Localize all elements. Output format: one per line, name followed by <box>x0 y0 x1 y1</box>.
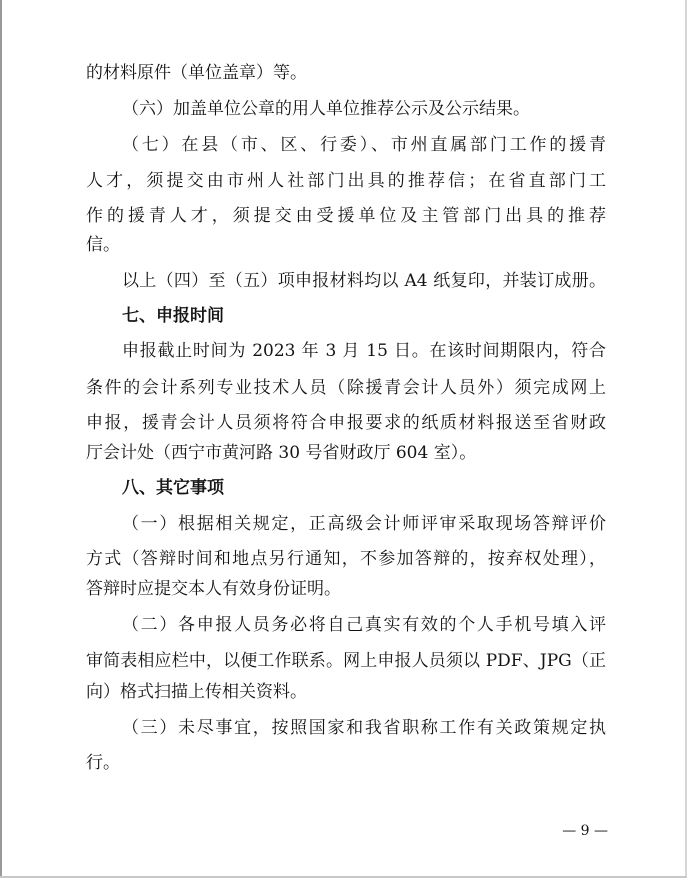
page-number: — 9 — <box>562 823 608 839</box>
text-line: 以上（四）至（五）项申报材料均以 A4 纸复印，并装订成册。 <box>122 271 606 291</box>
text-line: 的材料原件（单位盖章）等。 <box>86 63 307 83</box>
text-line: （三）未尽事宜，按照国家和我省职称工作有关政策规定执 <box>122 718 606 738</box>
text-line: 信。 <box>86 235 120 255</box>
text-line: 审简表相应栏中，以便工作联系。网上申报人员须以 PDF、JPG（正 <box>86 651 606 671</box>
section-heading-other-matters: 八、其它事项 <box>122 478 224 498</box>
text-line: 答辩时应提交本人有效身份证明。 <box>86 579 341 599</box>
text-line: 行。 <box>86 753 120 773</box>
page-border-left <box>0 0 2 878</box>
text-line: （二）各申报人员务必将自己真实有效的个人手机号填入评 <box>122 615 606 635</box>
text-line: 方式（答辩时间和地点另行通知，不参加答辩的，按弃权处理）， <box>86 549 606 569</box>
text-line: 人才，须提交由市州人社部门出具的推荐信；在省直部门工 <box>86 171 606 191</box>
text-line: 条件的会计系列专业技术人员（除援青会计人员外）须完成网上 <box>86 378 606 398</box>
text-line: （六）加盖单位公章的用人单位推荐公示及公示结果。 <box>122 99 530 119</box>
text-line: 申报截止时间为 2023 年 3 月 15 日。在该时间期限内，符合 <box>122 341 606 361</box>
text-line: 向）格式扫描上传相关资料。 <box>86 682 307 702</box>
text-line: （七）在县（市、区、行委）、市州直属部门工作的援青 <box>122 135 606 155</box>
text-line: 申报，援青会计人员须将符合申报要求的纸质材料报送至省财政 <box>86 413 606 433</box>
section-heading-reporting-time: 七、申报时间 <box>122 306 224 326</box>
text-line: 厅会计处（西宁市黄河路 30 号省财政厅 604 室）。 <box>86 443 477 463</box>
text-line: 作的援青人才，须提交由受援单位及主管部门出具的推荐 <box>86 206 606 226</box>
text-line: （一）根据相关规定，正高级会计师评审采取现场答辩评价 <box>122 514 606 534</box>
